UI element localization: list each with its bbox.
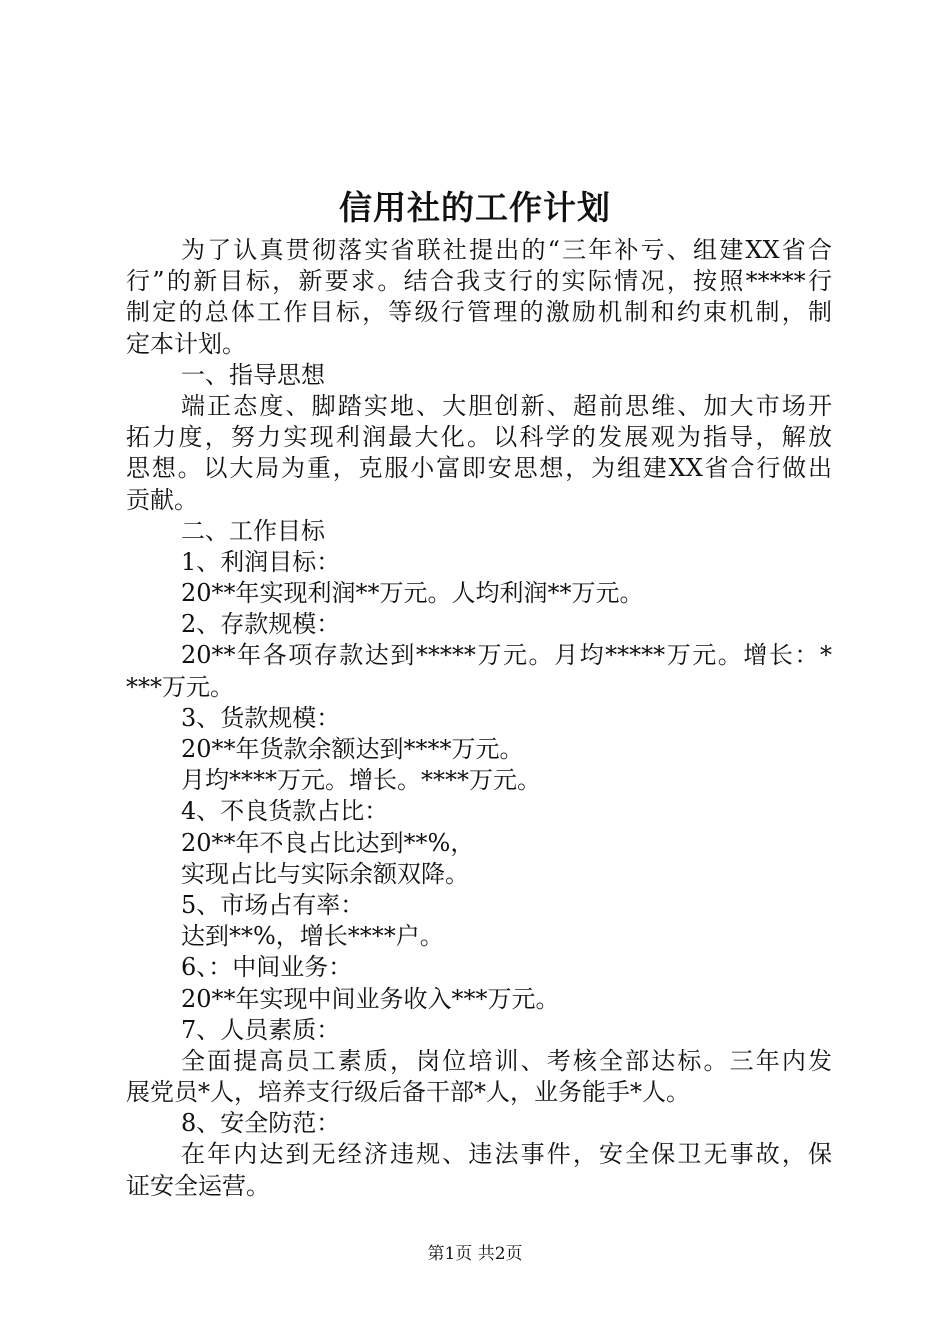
list-item-detail: 20**年各项存款达到*****万元。月均*****万元。增长：* bbox=[181, 641, 832, 670]
list-item: 5、市场占有率： bbox=[181, 890, 365, 919]
list-item-detail: 在年内达到无经济违规、违法事件，安全保卫无事故，保 bbox=[181, 1140, 832, 1169]
list-item: 3、货款规模： bbox=[181, 703, 341, 732]
paragraph-line: 行”的新目标，新要求。结合我支行的实际情况，按照*****行 bbox=[126, 267, 832, 296]
paragraph-line: 贡献。 bbox=[126, 485, 198, 514]
document-title: 信用社的工作计划 bbox=[339, 188, 611, 227]
section-heading: 二、工作目标 bbox=[181, 516, 325, 545]
list-item: 6、：中间业务： bbox=[181, 953, 353, 982]
list-item-detail: 全面提高员工素质，岗位培训、考核全部达标。三年内发 bbox=[181, 1046, 832, 1075]
list-item-detail: 20**年不良占比达到**%， bbox=[181, 828, 475, 857]
section-heading: 一、指导思想 bbox=[181, 360, 325, 389]
list-item-detail: 实现占比与实际余额双降。 bbox=[181, 859, 469, 888]
list-item-detail: 达到**%，增长****户。 bbox=[181, 922, 444, 951]
list-item-detail: 证安全运营。 bbox=[126, 1171, 270, 1200]
paragraph-line: 思想。以大局为重，克服小富即安思想，为组建XX省合行做出 bbox=[126, 454, 832, 483]
list-item-detail: 20**年货款余额达到****万元。 bbox=[181, 735, 524, 763]
page-footer: 第1页 共2页 bbox=[427, 1244, 523, 1264]
paragraph-line: 制定的总体工作目标，等级行管理的激励机制和约束机制，制 bbox=[126, 298, 832, 327]
list-item-detail: 20**年实现中间业务收入***万元。 bbox=[181, 984, 560, 1013]
list-item-detail: 20**年实现利润**万元。人均利润**万元。 bbox=[181, 579, 644, 608]
list-item-detail: 展党员*人，培养支行级后备干部*人，业务能手*人。 bbox=[126, 1078, 690, 1107]
paragraph-line: 拓力度，努力实现利润最大化。以科学的发展观为指导，解放 bbox=[126, 423, 832, 452]
list-item: 2、存款规模： bbox=[181, 610, 341, 639]
list-item: 1、利润目标： bbox=[181, 547, 341, 576]
paragraph-line: 为了认真贯彻落实省联社提出的“三年补亏、组建XX省合 bbox=[181, 236, 832, 264]
document-body bbox=[126, 235, 832, 1202]
paragraph-line: 定本计划。 bbox=[126, 329, 246, 358]
paragraph-line: 端正态度、脚踏实地、大胆创新、超前思维、加大市场开 bbox=[181, 391, 832, 420]
list-item-detail: ***万元。 bbox=[126, 672, 234, 701]
list-item-detail: 月均****万元。增长。****万元。 bbox=[181, 766, 541, 795]
list-item: 8、安全防范： bbox=[181, 1109, 341, 1138]
list-item: 7、人员素质： bbox=[181, 1015, 341, 1044]
list-item: 4、不良货款占比： bbox=[181, 797, 389, 826]
